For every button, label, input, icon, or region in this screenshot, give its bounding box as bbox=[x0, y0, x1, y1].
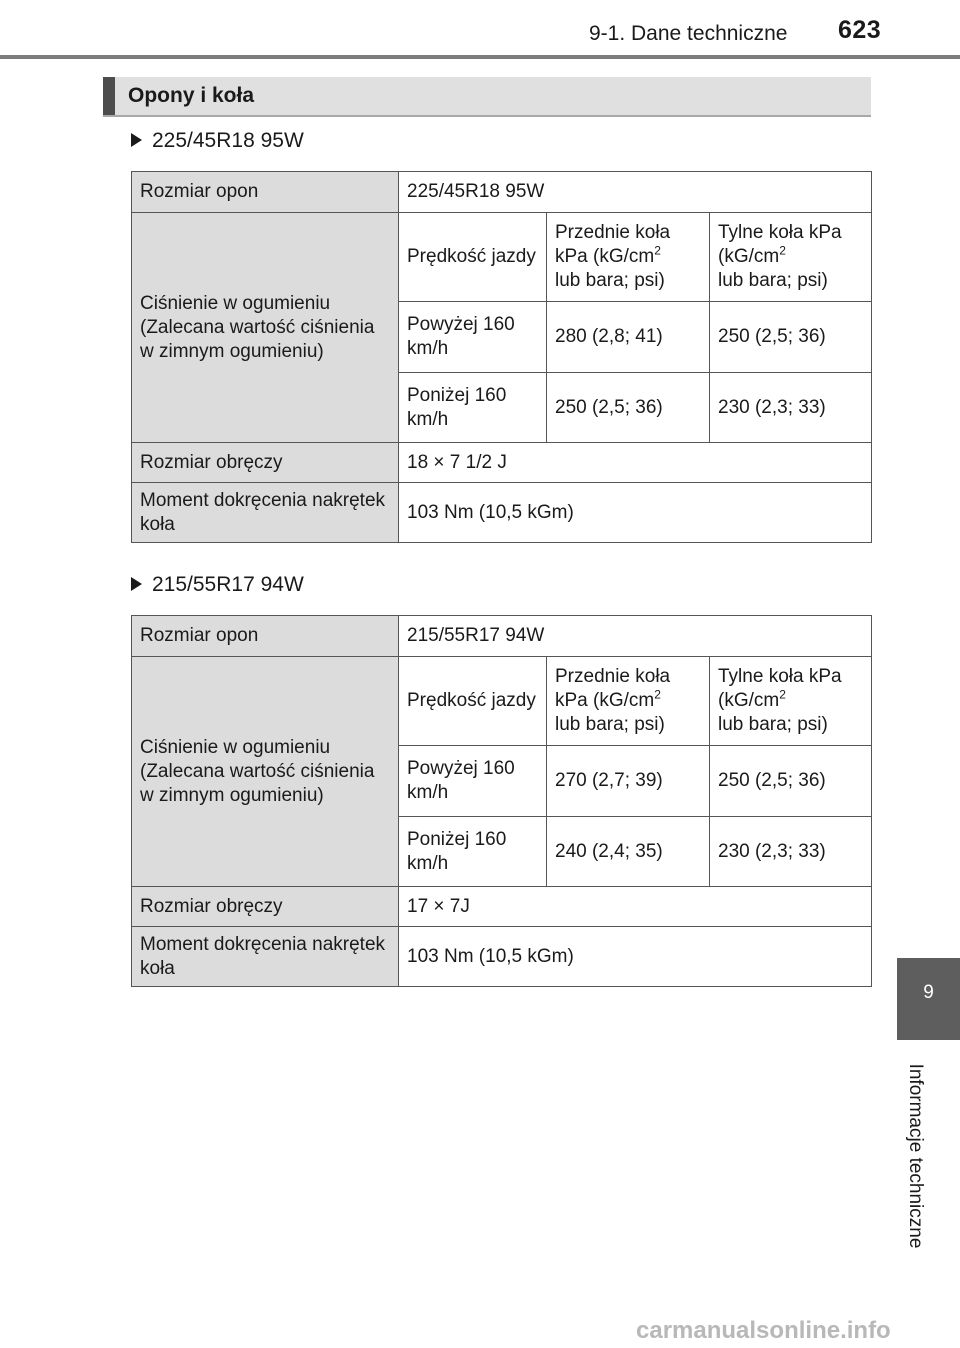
table-row bbox=[132, 483, 872, 543]
tire-spec-table-1 bbox=[131, 171, 872, 543]
rear-pressure-below: 230 (2,3; 33) bbox=[710, 373, 872, 443]
section-heading bbox=[103, 77, 871, 117]
torque-label: Moment dokręcenia nakrętek koła bbox=[132, 927, 399, 987]
speed-below: Poniżej 160 km/h bbox=[399, 373, 547, 443]
rear-pressure-above: 250 (2,5; 36) bbox=[710, 302, 872, 373]
chapter-side-label-text: Informacje techniczne bbox=[905, 1063, 926, 1249]
tire-size-label: Rozmiar opon bbox=[132, 616, 399, 657]
tire-variant-heading-2 bbox=[131, 573, 304, 597]
front-pressure-below: 250 (2,5; 36) bbox=[547, 373, 710, 443]
rear-header bbox=[710, 657, 872, 746]
tire-size-label: Rozmiar opon bbox=[132, 172, 399, 213]
watermark: carmanualsonline.info bbox=[636, 1317, 891, 1344]
front-pressure-above: 270 (2,7; 39) bbox=[547, 746, 710, 817]
tire-size-value: 225/45R18 95W bbox=[399, 172, 872, 213]
chapter-number: 9 bbox=[923, 982, 934, 1003]
header-divider bbox=[0, 55, 960, 59]
tire-spec-table-2 bbox=[131, 615, 872, 987]
section-title: Opony i koła bbox=[128, 84, 255, 107]
pressure-label: Ciśnienie w ogumieniu (Zalecana wartość ciśnienia w zimnym ogumieniu) bbox=[132, 657, 399, 887]
table-row bbox=[132, 927, 872, 987]
unit-superscript: 2 bbox=[654, 243, 661, 258]
speed-header: Prędkość jazdy bbox=[399, 213, 547, 302]
table-row bbox=[132, 172, 872, 213]
tire-variant-heading-1 bbox=[131, 129, 304, 153]
tire-variant-label: 225/45R18 95W bbox=[152, 129, 304, 152]
rear-header-text: Tylne koła kPa (kG/cm bbox=[718, 222, 842, 267]
rim-size-label: Rozmiar obręczy bbox=[132, 443, 399, 483]
section-heading-bar bbox=[103, 77, 115, 115]
unit-tail: lub bara; psi) bbox=[555, 270, 665, 291]
table-row bbox=[132, 213, 872, 302]
tire-size-value: 215/55R17 94W bbox=[399, 616, 872, 657]
table-row bbox=[132, 657, 872, 746]
page-number: 623 bbox=[838, 16, 882, 44]
torque-value: 103 Nm (10,5 kGm) bbox=[399, 927, 872, 987]
unit-superscript: 2 bbox=[779, 687, 786, 702]
chapter-title: 9-1. Dane techniczne bbox=[589, 22, 788, 45]
unit-tail: lub bara; psi) bbox=[718, 714, 828, 735]
rear-pressure-above: 250 (2,5; 36) bbox=[710, 746, 872, 817]
front-header bbox=[547, 657, 710, 746]
rim-size-value: 18 × 7 1/2 J bbox=[399, 443, 872, 483]
unit-tail: lub bara; psi) bbox=[718, 270, 828, 291]
front-pressure-above: 280 (2,8; 41) bbox=[547, 302, 710, 373]
pressure-label: Ciśnienie w ogumieniu (Zalecana wartość ciśnienia w zimnym ogumieniu) bbox=[132, 213, 399, 443]
front-pressure-below: 240 (2,4; 35) bbox=[547, 817, 710, 887]
rim-size-value: 17 × 7J bbox=[399, 887, 872, 927]
rear-header-text: Tylne koła kPa (kG/cm bbox=[718, 666, 842, 711]
tire-variant-label: 215/55R17 94W bbox=[152, 573, 304, 596]
rear-header bbox=[710, 213, 872, 302]
bullet-triangle-icon bbox=[131, 577, 142, 591]
front-header-text: Przednie koła kPa (kG/cm bbox=[555, 666, 671, 711]
torque-value: 103 Nm (10,5 kGm) bbox=[399, 483, 872, 543]
speed-above: Powyżej 160 km/h bbox=[399, 746, 547, 817]
rim-size-label: Rozmiar obręczy bbox=[132, 887, 399, 927]
speed-header: Prędkość jazdy bbox=[399, 657, 547, 746]
table-row bbox=[132, 887, 872, 927]
table-row bbox=[132, 443, 872, 483]
bullet-triangle-icon bbox=[131, 133, 142, 147]
chapter-tab bbox=[897, 958, 960, 1040]
speed-above: Powyżej 160 km/h bbox=[399, 302, 547, 373]
unit-superscript: 2 bbox=[779, 243, 786, 258]
rear-pressure-below: 230 (2,3; 33) bbox=[710, 817, 872, 887]
torque-label: Moment dokręcenia nakrętek koła bbox=[132, 483, 399, 543]
speed-below: Poniżej 160 km/h bbox=[399, 817, 547, 887]
front-header-text: Przednie koła kPa (kG/cm bbox=[555, 222, 671, 267]
chapter-side-label bbox=[903, 1046, 927, 1266]
front-header bbox=[547, 213, 710, 302]
unit-superscript: 2 bbox=[654, 687, 661, 702]
table-row bbox=[132, 616, 872, 657]
unit-tail: lub bara; psi) bbox=[555, 714, 665, 735]
